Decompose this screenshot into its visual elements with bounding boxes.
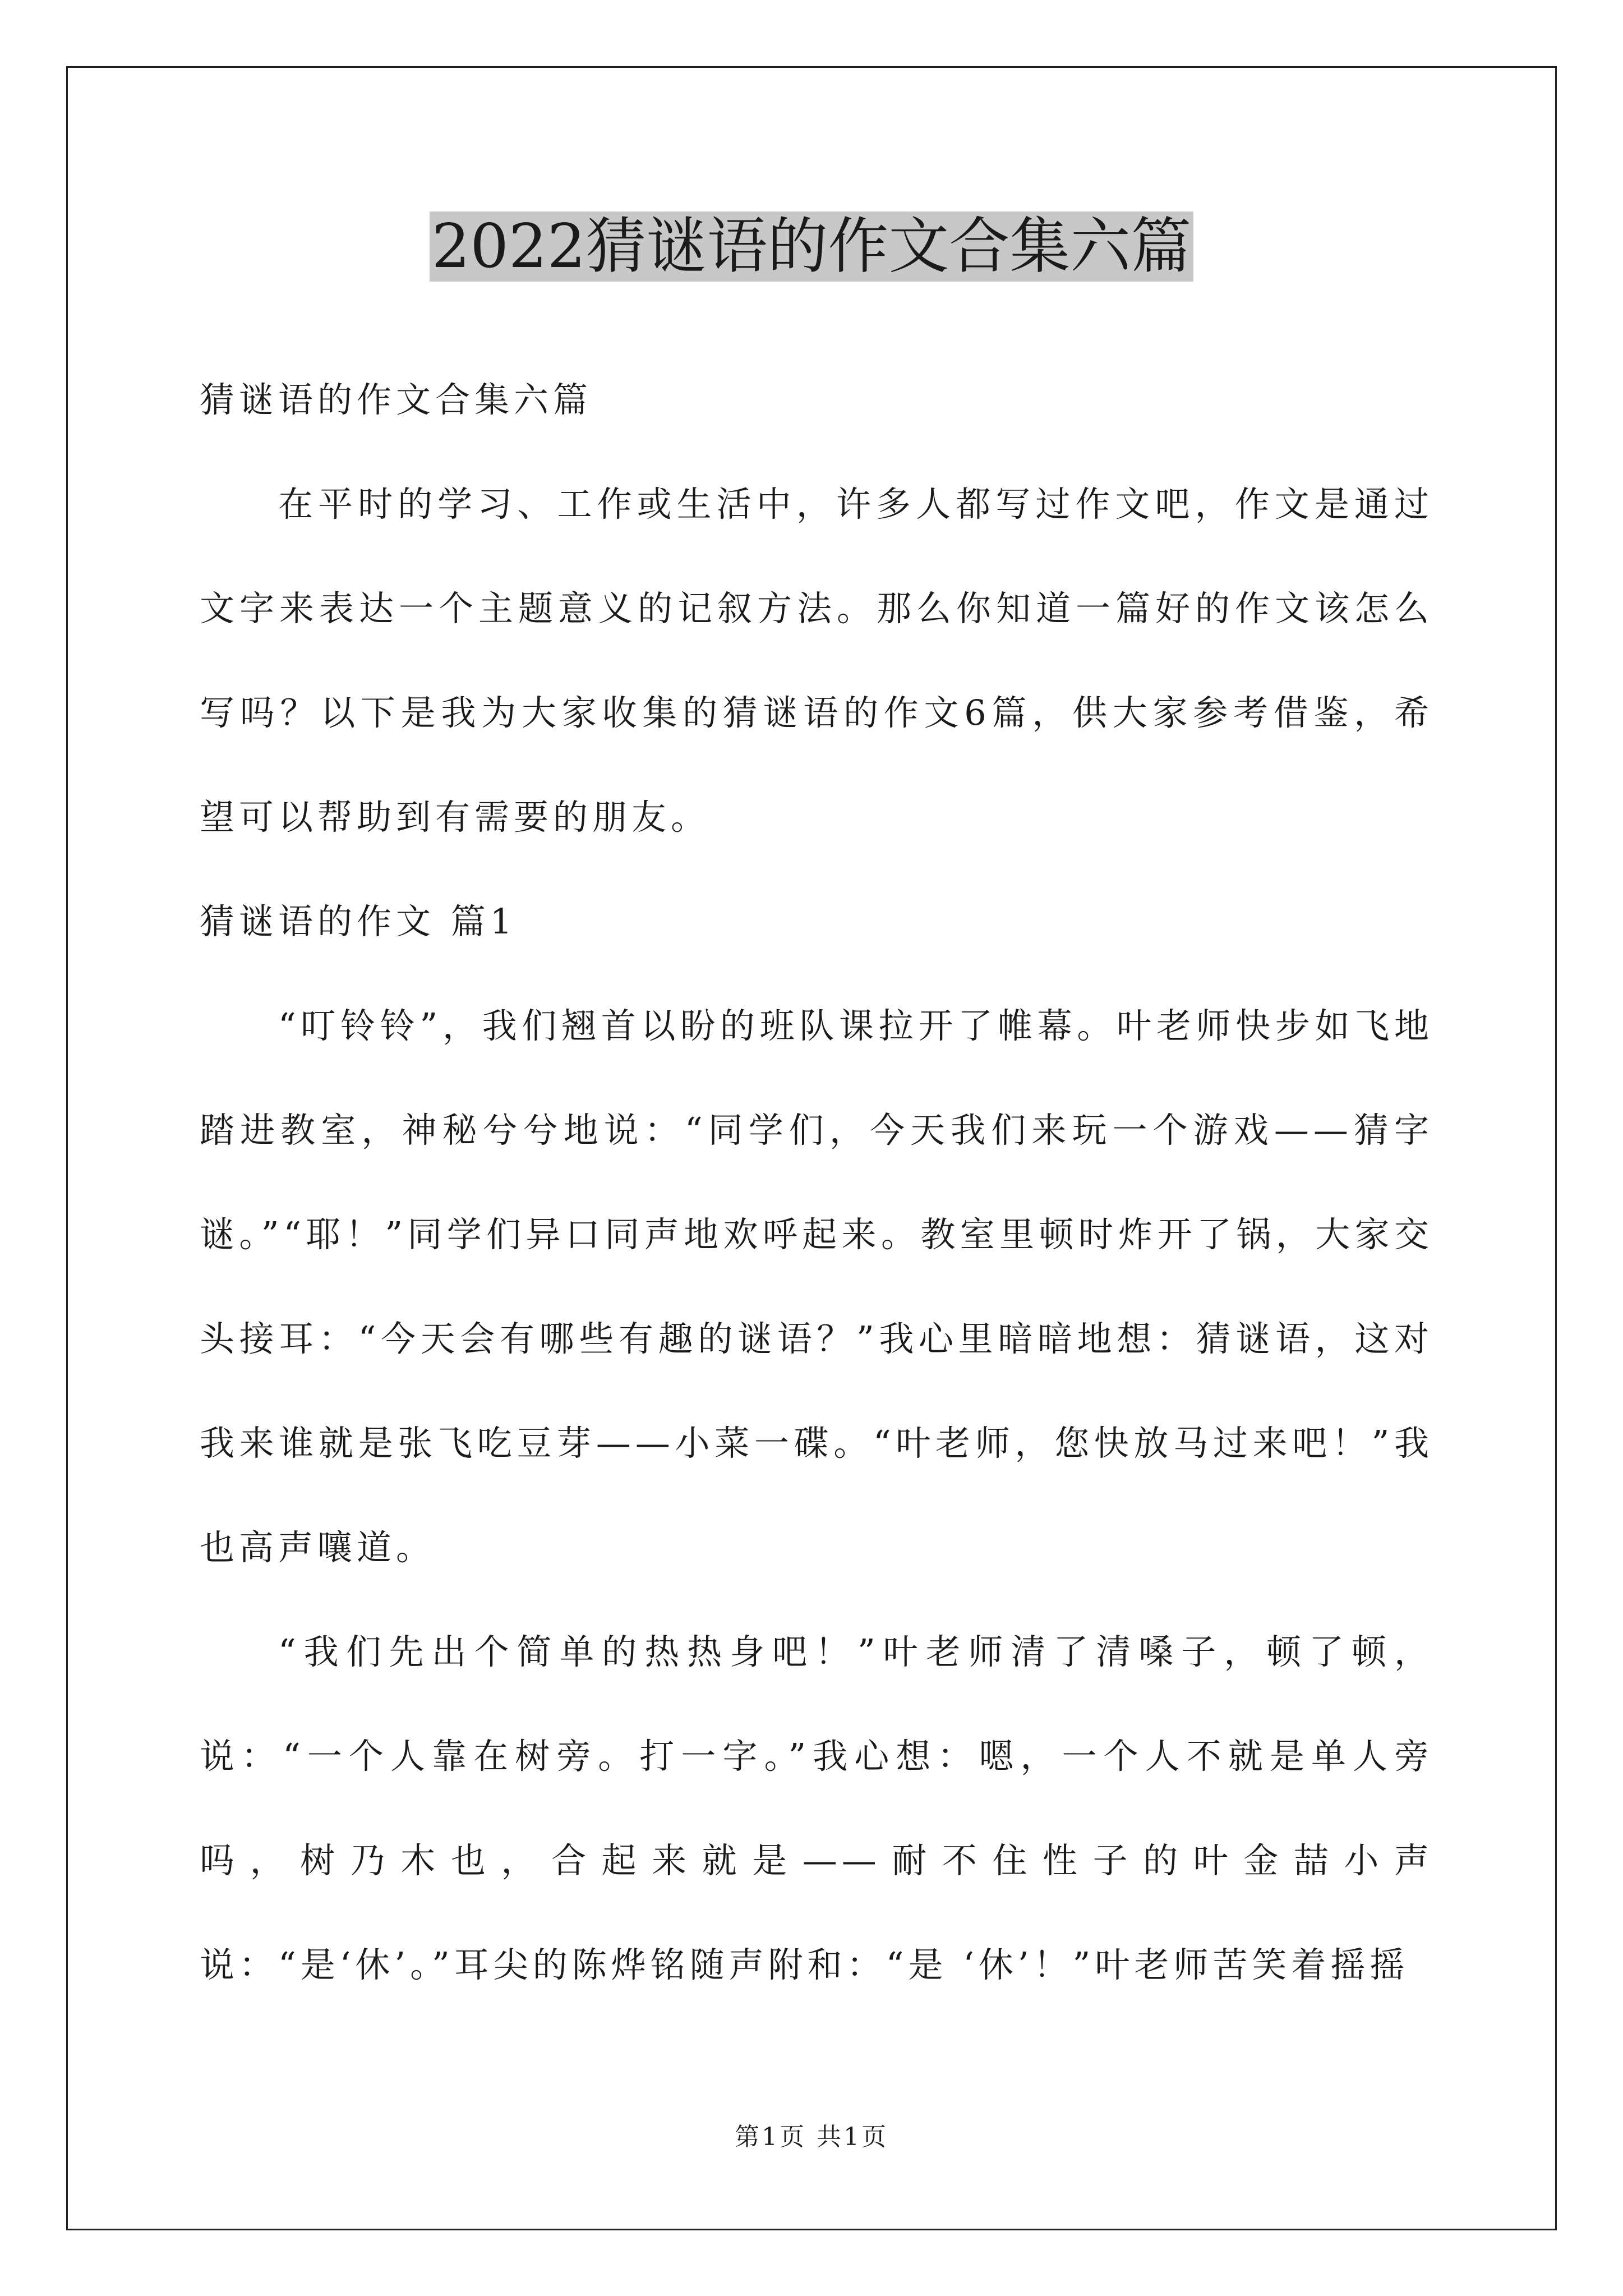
- body-paragraph: “我们先出个简单的热热身吧！”叶老师清了清嗓子，顿了顿，说：“一个人靠在树旁。打一字。”我心想：嗯，一个人不就是单人旁吗，树乃木也，合起来就是——耐不住性子的叶金喆小声说：“是‘休’。”耳尖的陈烨铭随声附和：“是 ‘休’！”叶老师苦笑着摇摇: [200, 1631, 1433, 1985]
- body-paragraph: “叮铃铃”，我们翘首以盼的班队课拉开了帷幕。叶老师快步如飞地踏进教室，神秘兮兮地说：“同学们，今天我们来玩一个游戏——猜字谜。”“耶！”同学们异口同声地欢呼起来。教室里顿时炸开了锅，大家交头接耳：“今天会有哪些有趣的谜语？”我心里暗暗地想：猜谜语，这对我来谁就是张飞吃豆芽——小菜一碟。“叶老师，您快放马过来吧！”我也高声嚷道。: [200, 1005, 1433, 1568]
- page-footer: 第1页 共1页: [735, 2123, 888, 2151]
- document-body: [200, 348, 1433, 2017]
- intro-paragraph: 在平时的学习、工作或生活中，许多人都写过作文吧，作文是通过文字来表达一个主题意义的记叙方法。那么你知道一篇好的作文该怎么写吗？以下是我为大家收集的猜谜语的作文6篇，供大家参考借鉴，希望可以帮助到有需要的朋友。: [200, 484, 1433, 838]
- subtitle-heading: 猜谜语的作文合集六篇: [200, 379, 593, 420]
- document-title: [0, 208, 1623, 286]
- section-heading: 猜谜语的作文 篇1: [200, 901, 517, 942]
- document-title-text: 2022猜谜语的作文合集六篇: [430, 211, 1194, 282]
